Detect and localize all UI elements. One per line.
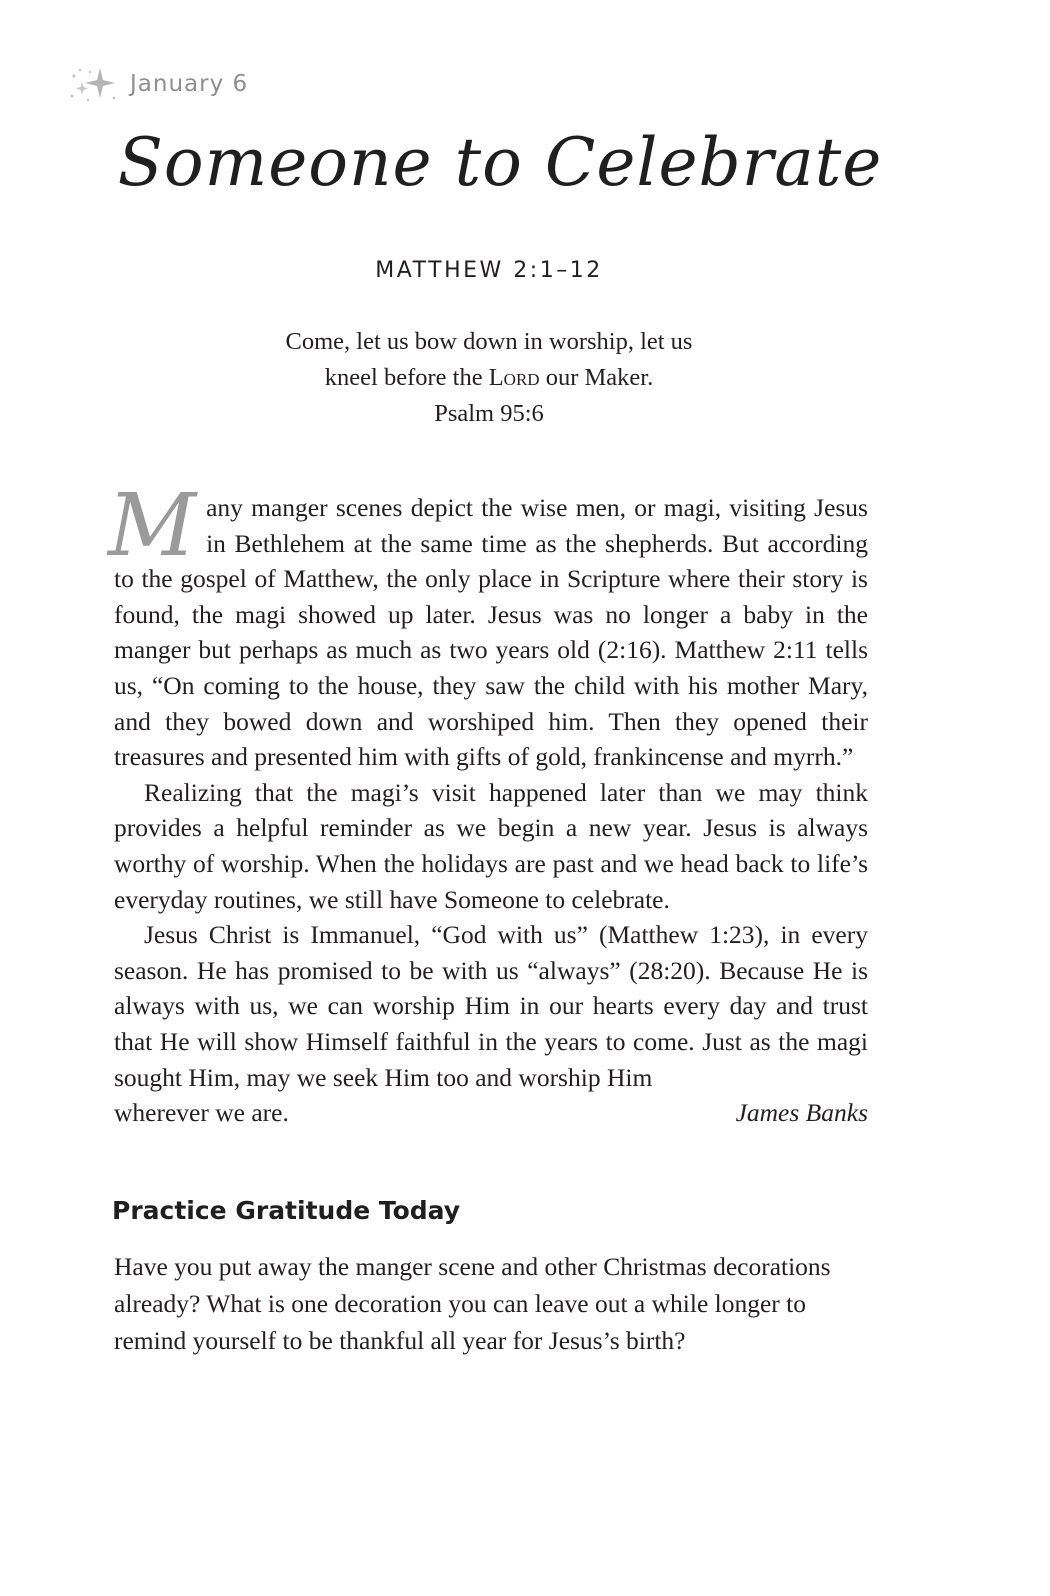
- page-title: Someone to Celebrate: [117, 124, 883, 201]
- verse-line-1: Come, let us bow down in worship, let us: [285, 328, 693, 355]
- author-name: James Banks: [735, 1098, 868, 1128]
- page-date: January 6: [130, 71, 249, 97]
- verse-line-2: kneel before the Lord our Maker.: [324, 364, 654, 391]
- body-paragraph-1: Many manger scenes depict the wise men, or magi, visiting Jesus in Bethlehem at the same time as the shepherds. But according to the gospel of Matthew, the only place in Scripture where their story is found, the magi showed up later. Jesus was no longer a baby in the manger but perhaps as much as two years old (2:16). Matthew 2:11 tells us, “On coming to the house, they saw the child with his mother Mary, and they bowed down and worshiped him. Then they opened their treasures and presented him with gifts of gold, frankincense and myrrh.”: [108, 476, 868, 772]
- body-paragraph-2: Realizing that the magi’s visit happened later than we may think provides a helpful reminder as we begin a new year. Jesus is always worthy of worship. When the holidays are past and we head back to life’s everyday routines, we still have Someone to celebrate.: [114, 777, 868, 914]
- verse-citation: Psalm 95:6: [434, 400, 544, 427]
- page-header: [68, 62, 248, 106]
- scripture-reference: MATTHEW 2:1–12: [375, 258, 603, 283]
- closing-line: [114, 1095, 868, 1131]
- devotional-body: [108, 476, 868, 1131]
- body-last-line: wherever we are.: [114, 1098, 289, 1128]
- practice-heading: Practice Gratitude Today: [112, 1196, 461, 1225]
- lord-smallcaps: Lord: [488, 364, 540, 391]
- drop-cap: M: [108, 476, 197, 576]
- body-paragraph-3: Jesus Christ is Immanuel, “God with us” (Matthew 1:23), in every season. He has promised to be with us “always” (28:20). Because He is always with us, we can worship Him in our hearts every day and trust that He will show Himself faithful in the years to come. Just as the magi sought Him, may we seek Him too and worship Him: [114, 920, 868, 1092]
- key-verse: [0, 324, 978, 432]
- practice-text: Have you put away the manger scene and other Christmas decorations already? What is one decoration you can leave out a while longer to remind yourself to be thankful all year for Jesus’s birth?: [114, 1252, 831, 1355]
- sparkle-icon: [68, 62, 122, 106]
